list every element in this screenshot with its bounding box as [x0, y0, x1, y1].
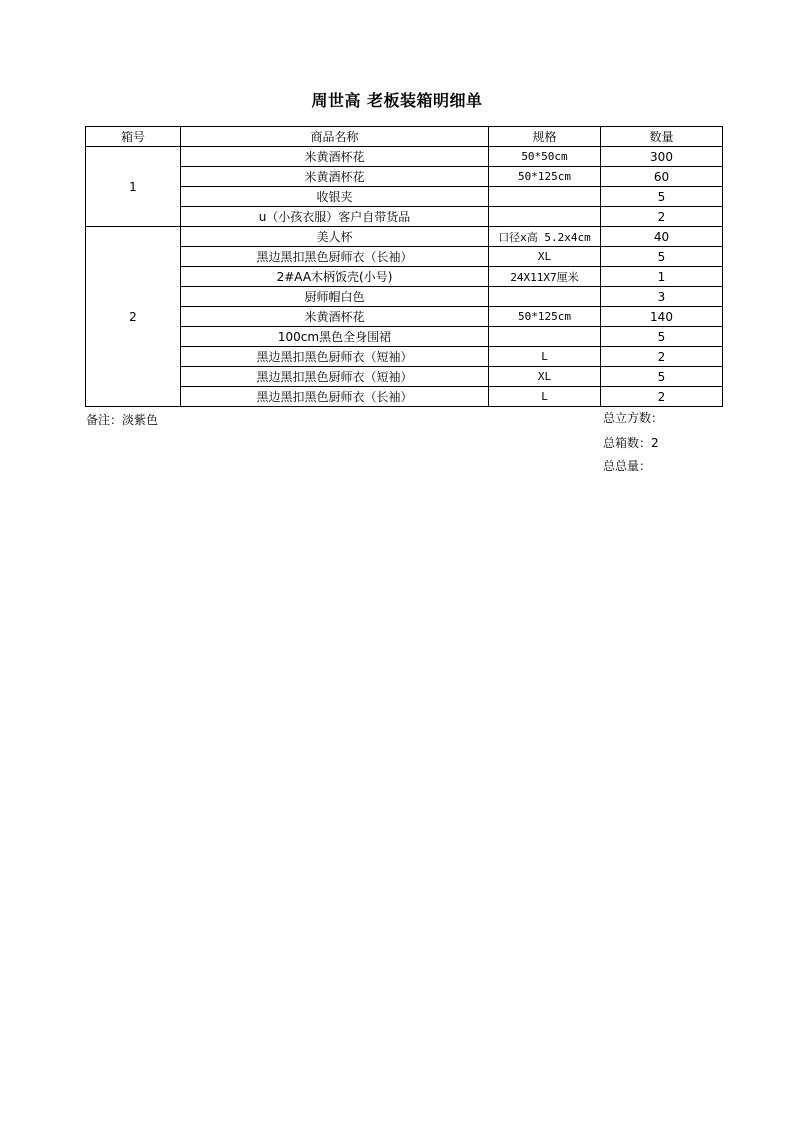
- quantity-cell: 2: [601, 207, 723, 227]
- table-row: [86, 147, 723, 167]
- packing-list-table: [85, 126, 723, 407]
- spec-cell: [489, 327, 601, 347]
- table-row: [86, 287, 723, 307]
- total-boxes-label: 总箱数：2: [603, 436, 659, 450]
- spec-cell: 50*125cm: [489, 167, 601, 187]
- remark-text: 备注：淡紫色: [86, 413, 159, 427]
- product-name-cell: 米黄酒杯花: [181, 167, 489, 187]
- header-quantity: 数量: [601, 127, 723, 147]
- total-weight-label: 总总量：: [603, 459, 652, 473]
- spec-cell: [489, 287, 601, 307]
- quantity-cell: 5: [601, 187, 723, 207]
- product-name-cell: 黑边黑扣黑色厨师衣（短袖）: [181, 347, 489, 367]
- spec-cell: 24X11X7厘米: [489, 267, 601, 287]
- spec-cell: 50*50cm: [489, 147, 601, 167]
- spec-cell: [489, 187, 601, 207]
- table-header-row: [86, 127, 723, 147]
- quantity-cell: 5: [601, 327, 723, 347]
- total-volume-label: 总立方数：: [603, 411, 664, 425]
- table-row: [86, 227, 723, 247]
- table-row: [86, 247, 723, 267]
- quantity-cell: 60: [601, 167, 723, 187]
- spec-cell: 50*125cm: [489, 307, 601, 327]
- product-name-cell: 厨师帽白色: [181, 287, 489, 307]
- table-row: [86, 167, 723, 187]
- spec-cell: 口径x高 5.2x4cm: [489, 227, 601, 247]
- quantity-cell: 5: [601, 247, 723, 267]
- product-name-cell: u（小孩衣服）客户自带货品: [181, 207, 489, 227]
- table-row: [86, 387, 723, 407]
- table-row: [86, 187, 723, 207]
- product-name-cell: 收银夹: [181, 187, 489, 207]
- product-name-cell: 黑边黑扣黑色厨师衣（短袖）: [181, 367, 489, 387]
- quantity-cell: 2: [601, 387, 723, 407]
- page-title: 周世高 老板装箱明细单: [311, 91, 483, 110]
- product-name-cell: 2#AA木柄饭壳(小号): [181, 267, 489, 287]
- quantity-cell: 5: [601, 367, 723, 387]
- header-product-name: 商品名称: [181, 127, 489, 147]
- spec-cell: L: [489, 387, 601, 407]
- product-name-cell: 100cm黑色全身围裙: [181, 327, 489, 347]
- box-number-cell: 1: [86, 147, 181, 227]
- table-row: [86, 267, 723, 287]
- quantity-cell: 3: [601, 287, 723, 307]
- table-row: [86, 307, 723, 327]
- quantity-cell: 2: [601, 347, 723, 367]
- spec-cell: XL: [489, 367, 601, 387]
- spec-cell: [489, 207, 601, 227]
- quantity-cell: 140: [601, 307, 723, 327]
- box-number-cell: 2: [86, 227, 181, 407]
- spec-cell: L: [489, 347, 601, 367]
- product-name-cell: 米黄酒杯花: [181, 307, 489, 327]
- header-box-no: 箱号: [86, 127, 181, 147]
- table-row: [86, 207, 723, 227]
- table-row: [86, 327, 723, 347]
- header-spec: 规格: [489, 127, 601, 147]
- quantity-cell: 300: [601, 147, 723, 167]
- table-row: [86, 347, 723, 367]
- product-name-cell: 美人杯: [181, 227, 489, 247]
- spec-cell: XL: [489, 247, 601, 267]
- quantity-cell: 40: [601, 227, 723, 247]
- product-name-cell: 黑边黑扣黑色厨师衣（长袖）: [181, 247, 489, 267]
- product-name-cell: 黑边黑扣黑色厨师衣（长袖）: [181, 387, 489, 407]
- quantity-cell: 1: [601, 267, 723, 287]
- table-row: [86, 367, 723, 387]
- product-name-cell: 米黄酒杯花: [181, 147, 489, 167]
